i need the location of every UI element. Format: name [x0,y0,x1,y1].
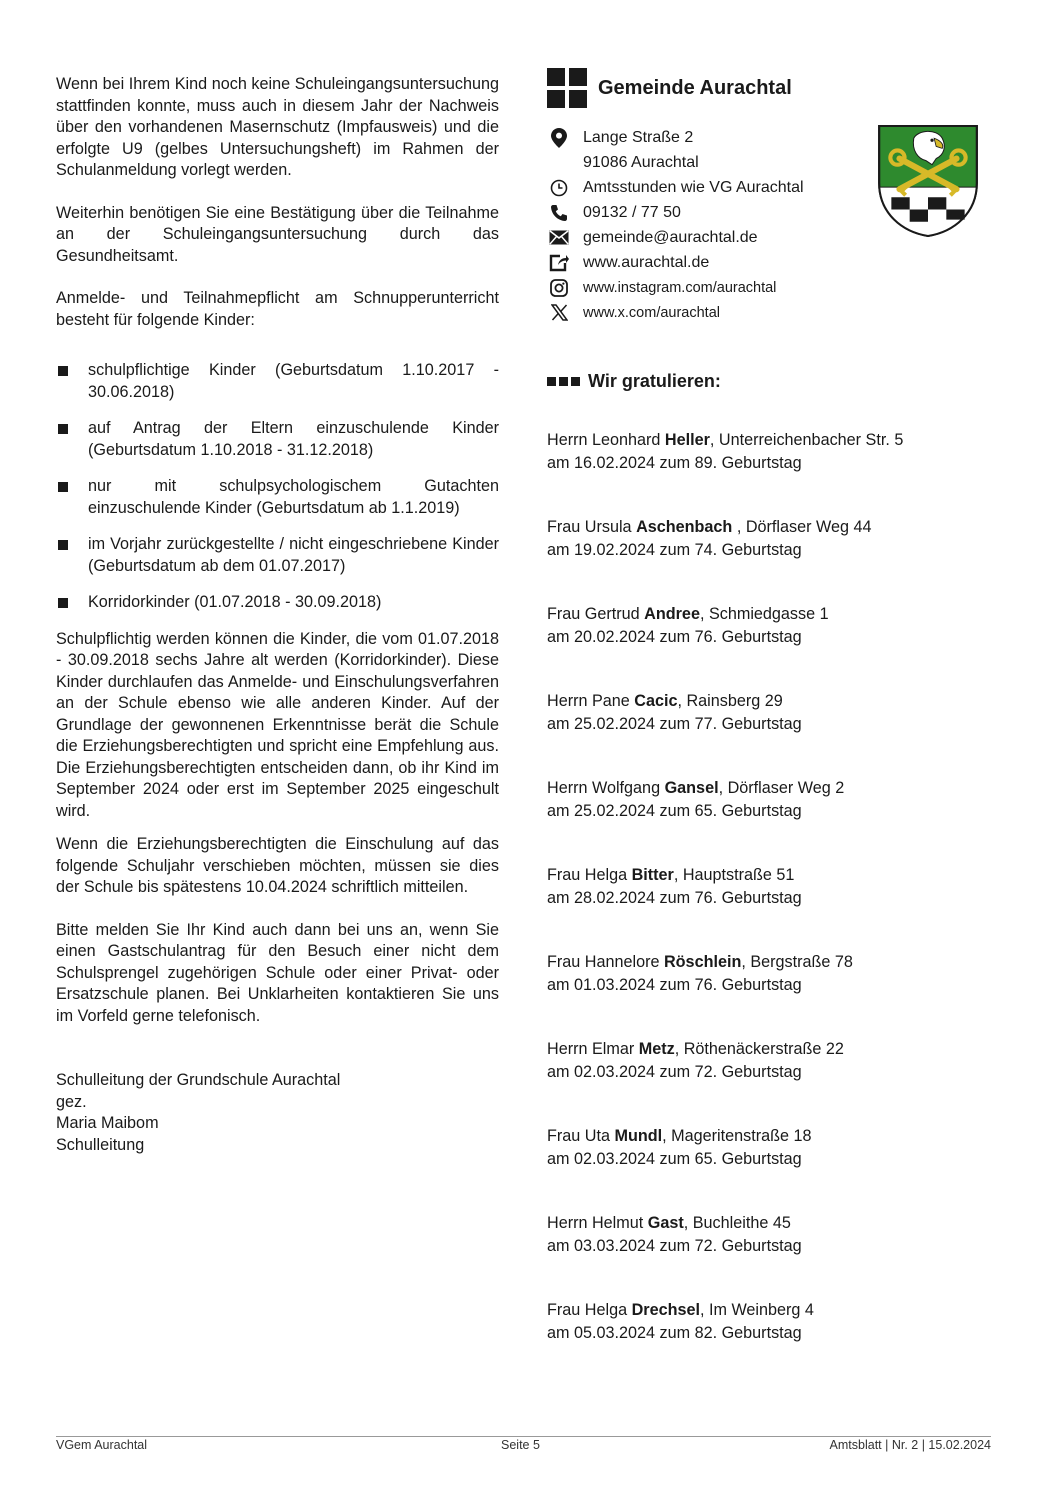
list-item [547,1212,987,1258]
coat-of-arms-icon [877,124,979,238]
signature-line: Maria Maibom [56,1114,159,1132]
x-link[interactable]: www.x.com/aurachtal [583,304,720,321]
list-item [547,603,987,649]
birthday-date-line: am 19.02.2024 zum 74. Geburtstag [547,541,802,559]
birthday-salutation: Herrn Elmar [547,1040,635,1058]
birthday-name-line [547,777,987,800]
footer-page-number: Seite 5 [501,1438,540,1452]
birthday-name-line [547,690,987,713]
birthday-address: , Mageritenstraße 18 [662,1127,812,1145]
birthday-address: , Dörflaser Weg 44 [732,518,872,536]
birthday-address: , Unterreichenbacher Str. 5 [709,431,904,449]
x-logo-icon [547,304,571,321]
list-item-text: Korridorkinder (01.07.2018 - 30.09.2018) [88,593,382,611]
gemeinde-logo-icon [547,68,587,108]
signature-line: Schulleitung der Grundschule Aurachtal [56,1071,341,1089]
birthday-surname: Metz [638,1040,675,1058]
bullet-square [58,366,68,376]
paragraph-masernschutz: Wenn bei Ihrem Kind noch keine Schuleingangsuntersuchung stattfinden konnte, muss auch in diesem Jahr der Nachweis über den vorhandenen Masernschutz (Impfausweis) und die erfolgte U9 (gelbes Untersuchungsheft) im Rahmen der Schulanmeldung vorlegt werden. [56,75,499,179]
list-item [56,476,499,519]
birthday-surname: Drechsel [631,1301,700,1319]
paragraph-verschiebung: Wenn die Erziehungsberechtigten die Einschulung auf das folgende Schuljahr verschieben möchten, müssen sie dies der Schule bis spätestens 10.04.2024 schriftlich mitteilen. [56,835,499,896]
birthday-surname: Andree [644,605,700,623]
bullet-square [58,482,68,492]
bullet-square [58,540,68,550]
office-hours: Amtsstunden wie VG Aurachtal [583,178,804,196]
birthday-name-line [547,516,987,539]
birthday-list [547,429,987,1345]
birthday-name-line [547,864,987,887]
birthday-salutation: Herrn Pane [547,692,630,710]
org-name: Gemeinde Aurachtal [598,76,792,99]
list-item [547,1125,987,1171]
list-item-text: im Vorjahr zurückgestellte / nicht eingeschriebene Kinder (Geburtsdatum ab dem 01.07.2017) [88,535,499,575]
list-item [56,360,499,403]
birthday-date-line: am 16.02.2024 zum 89. Geburtstag [547,454,802,472]
birthday-address: , Rainsberg 29 [677,692,783,710]
paragraph-bestaetigung: Weiterhin benötigen Sie eine Bestätigung über die Teilnahme an der Schuleingangsuntersuchung durch das Gesundheitsamt. [56,203,499,265]
bullet-square [58,598,68,608]
web-row [547,250,987,275]
birthday-address: , Bergstraße 78 [741,953,853,971]
greetings-title: Wir gratulieren: [588,371,721,391]
website-link[interactable]: www.aurachtal.de [583,253,710,271]
footer-divider [56,1436,991,1437]
birthday-date-line: am 05.03.2024 zum 82. Geburtstag [547,1324,802,1342]
external-link-icon [547,254,571,272]
birthday-salutation: Frau Helga [547,866,628,884]
birthday-surname: Gansel [664,779,719,797]
birthday-date-line: am 28.02.2024 zum 76. Geburtstag [547,889,802,907]
birthday-name-line [547,1299,987,1322]
address-city: 91086 Aurachtal [583,153,699,171]
birthday-salutation: Frau Helga [547,1301,628,1319]
instagram-link[interactable]: www.instagram.com/aurachtal [583,279,777,296]
birthday-address: , Dörflaser Weg 2 [718,779,845,797]
list-item-text: auf Antrag der Eltern einzuschulende Kinder (Geburtsdatum 1.10.2018 - 31.12.2018) [88,419,499,459]
birthday-salutation: Frau Uta [547,1127,610,1145]
birthday-name-line [547,1038,987,1061]
birthday-surname: Cacic [634,692,678,710]
birthday-salutation: Frau Gertrud [547,605,640,623]
clock-icon [547,179,571,197]
birthday-address: , Buchleithe 45 [683,1214,791,1232]
article-column [56,74,499,1156]
children-list [56,360,499,614]
instagram-icon [547,279,571,297]
info-column [547,66,987,1386]
birthday-date-line: am 03.03.2024 zum 72. Geburtstag [547,1237,802,1255]
birthday-address: , Hauptstraße 51 [673,866,795,884]
list-item-text: schulpflichtige Kinder (Geburtsdatum 1.10.2017 - 30.06.2018) [88,361,499,401]
birthday-salutation: Herrn Helmut [547,1214,644,1232]
birthday-salutation: Herrn Leonhard [547,431,661,449]
list-item [547,864,987,910]
birthday-date-line: am 01.03.2024 zum 76. Geburtstag [547,976,802,994]
x-row [547,300,987,325]
bullet-square [58,424,68,434]
birthday-salutation: Frau Ursula [547,518,632,536]
birthday-surname: Röschlein [663,953,742,971]
phone-icon [547,204,571,222]
paragraph-korridorkinder: Schulpflichtig werden können die Kinder, die vom 01.07.2018 - 30.09.2018 sechs Jahre alt werden (Korridorkinder). Diese Kinder durchlaufen das Anmelde- und Einschulungsverfahren an der Schule ebenso wie alle anderen Kinder. Auf der Grundlage der gewonnenen Erkenntnisse berät die Schule die Erziehungsberechtigten und spricht eine Empfehlung aus. Die Erziehungsberechtigten entscheiden dann, ob ihr Kind im September 2024 oder erst im September 2025 eingeschult wird. [56,629,499,820]
list-item [547,516,987,562]
birthday-name-line [547,429,987,452]
birthday-address: , Im Weinberg 4 [699,1301,814,1319]
list-item [547,690,987,736]
birthday-surname: Heller [664,431,710,449]
birthday-date-line: am 02.03.2024 zum 72. Geburtstag [547,1063,802,1081]
footer-issue: Amtsblatt | Nr. 2 | 15.02.2024 [829,1438,991,1452]
instagram-row [547,275,987,300]
signature-line: Schulleitung [56,1135,145,1154]
greetings-heading [547,371,987,392]
birthday-surname: Mundl [614,1127,663,1145]
birthday-salutation: Frau Hannelore [547,953,660,971]
list-item [56,534,499,577]
birthday-surname: Aschenbach [636,518,733,536]
footer-publisher: VGem Aurachtal [56,1438,148,1452]
address-street: Lange Straße 2 [583,128,694,146]
birthday-surname: Gast [647,1214,684,1232]
list-item-text: nur mit schulpsychologischem Gutachten einzuschulende Kinder (Geburtsdatum ab 1.1.2019) [88,477,499,517]
birthday-surname: Bitter [631,866,674,884]
birthday-date-line: am 20.02.2024 zum 76. Geburtstag [547,628,802,646]
list-item [547,951,987,997]
birthday-name-line [547,1125,987,1148]
list-item [56,592,499,614]
location-pin-icon [547,128,571,148]
birthday-name-line [547,1212,987,1235]
birthday-address: , Röthenäckerstraße 22 [674,1040,844,1058]
birthday-address: , Schmiedgasse 1 [699,605,829,623]
heading-squares-icon [547,377,580,386]
birthday-date-line: am 02.03.2024 zum 65. Geburtstag [547,1150,802,1168]
list-item [547,1038,987,1084]
email-link[interactable]: gemeinde@aurachtal.de [583,228,758,246]
list-item [56,418,499,461]
birthday-salutation: Herrn Wolfgang [547,779,661,797]
birthday-date-line: am 25.02.2024 zum 65. Geburtstag [547,802,802,820]
envelope-icon [547,230,571,245]
paragraph-anmeldepflicht: Anmelde- und Teilnahmepflicht am Schnupperunterricht besteht für folgende Kinder: [56,289,499,329]
birthday-date-line: am 25.02.2024 zum 77. Geburtstag [547,715,802,733]
birthday-name-line [547,603,987,626]
birthday-name-line [547,951,987,974]
list-item [547,1299,987,1345]
list-item [547,777,987,823]
signature-line: gez. [56,1092,87,1111]
paragraph-gastschulantrag: Bitte melden Sie Ihr Kind auch dann bei uns an, wenn Sie einen Gastschulantrag für den Besuch einer nicht dem Schulsprengel zugehörigen Schule oder einer Privat- oder Ersatzschule planen. Bei Unklarheiten kontaktieren Sie uns im Vorfeld gerne telefonisch. [56,920,499,1025]
phone-number: 09132 / 77 50 [583,203,681,221]
list-item [547,429,987,475]
signature-block [56,1070,499,1156]
org-header [547,66,987,110]
